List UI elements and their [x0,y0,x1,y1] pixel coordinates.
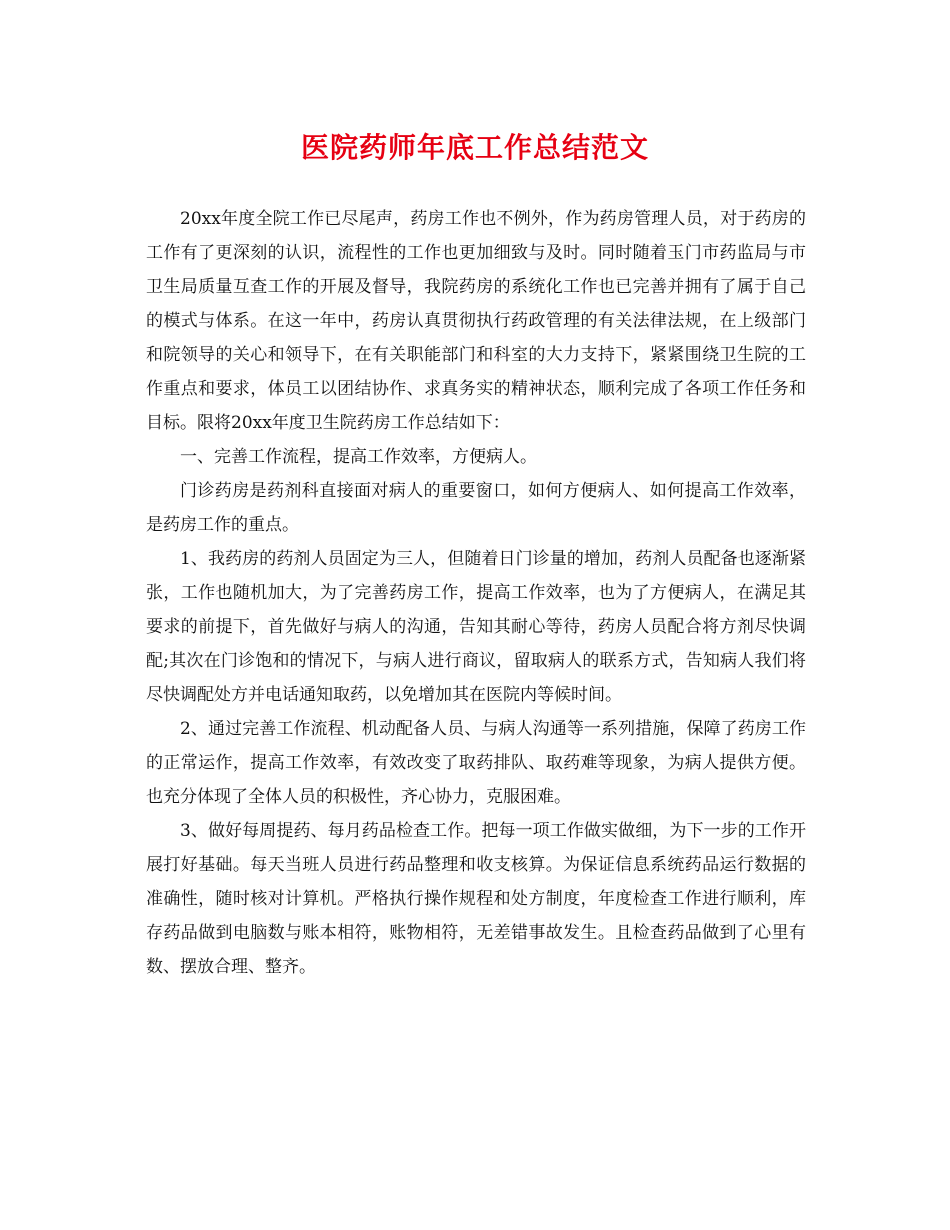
document-body [146,202,806,984]
paragraph-item-2: 2、通过完善工作流程、机动配备人员、与病人沟通等一系列措施，保障了药房工作的正常运作，提高工作效率，有效改变了取药排队、取药难等现象，为病人提供方便。也充分体现了全体人员的积极性，齐心协力，克服困难。 [146,719,806,807]
paragraph-item-3: 3、做好每周提药、每月药品检查工作。把每一项工作做实做细，为下一步的工作开展打好基础。每天当班人员进行药品整理和收支核算。为保证信息系统药品运行数据的准确性，随时核对计算机。严格执行操作规程和处方制度，年度检查工作进行顺利，库存药品做到电脑数与账本相符，账物相符，无差错事故发生。且检查药品做到了心里有数、摆放合理、整齐。 [146,821,806,977]
paragraph-item-1: 1、我药房的药剂人员固定为三人，但随着日门诊量的增加，药剂人员配备也逐渐紧张，工作也随机加大，为了完善药房工作，提高工作效率，也为了方便病人，在满足其要求的前提下，首先做好与病人的沟通，告知其耐心等待，药房人员配合将方剂尽快调配;其次在门诊饱和的情况下，与病人进行商议，留取病人的联系方式，告知病人我们将尽快调配处方并电话通知取药，以免增加其在医院内等候时间。 [146,549,806,705]
paragraph-outpatient: 门诊药房是药剂科直接面对病人的重要窗口，如何方便病人、如何提高工作效率，是药房工作的重点。 [146,481,806,535]
section-heading-1: 一、完善工作流程，提高工作效率，方便病人。 [180,447,537,467]
document-title: 医院药师年底工作总结范文 [300,131,649,164]
paragraph-intro: 20xx年度全院工作已尽尾声，药房工作也不例外，作为药房管理人员，对于药房的工作有了更深刻的认识，流程性的工作也更加细致与及时。同时随着玉门市药监局与市卫生局质量互查工作的开展及督导，我院药房的系统化工作也已完善并拥有了属于自己的模式与体系。在这一年中，药房认真贯彻执行药政管理的有关法律法规，在上级部门和院领导的关心和领导下，在有关职能部门和科室的大力支持下，紧紧围绕卫生院的工作重点和要求，体员工以团结协作、求真务实的精神状态，顺利完成了各项工作任务和目标。限将20xx年度卫生院药房工作总结如下： [146,209,806,433]
